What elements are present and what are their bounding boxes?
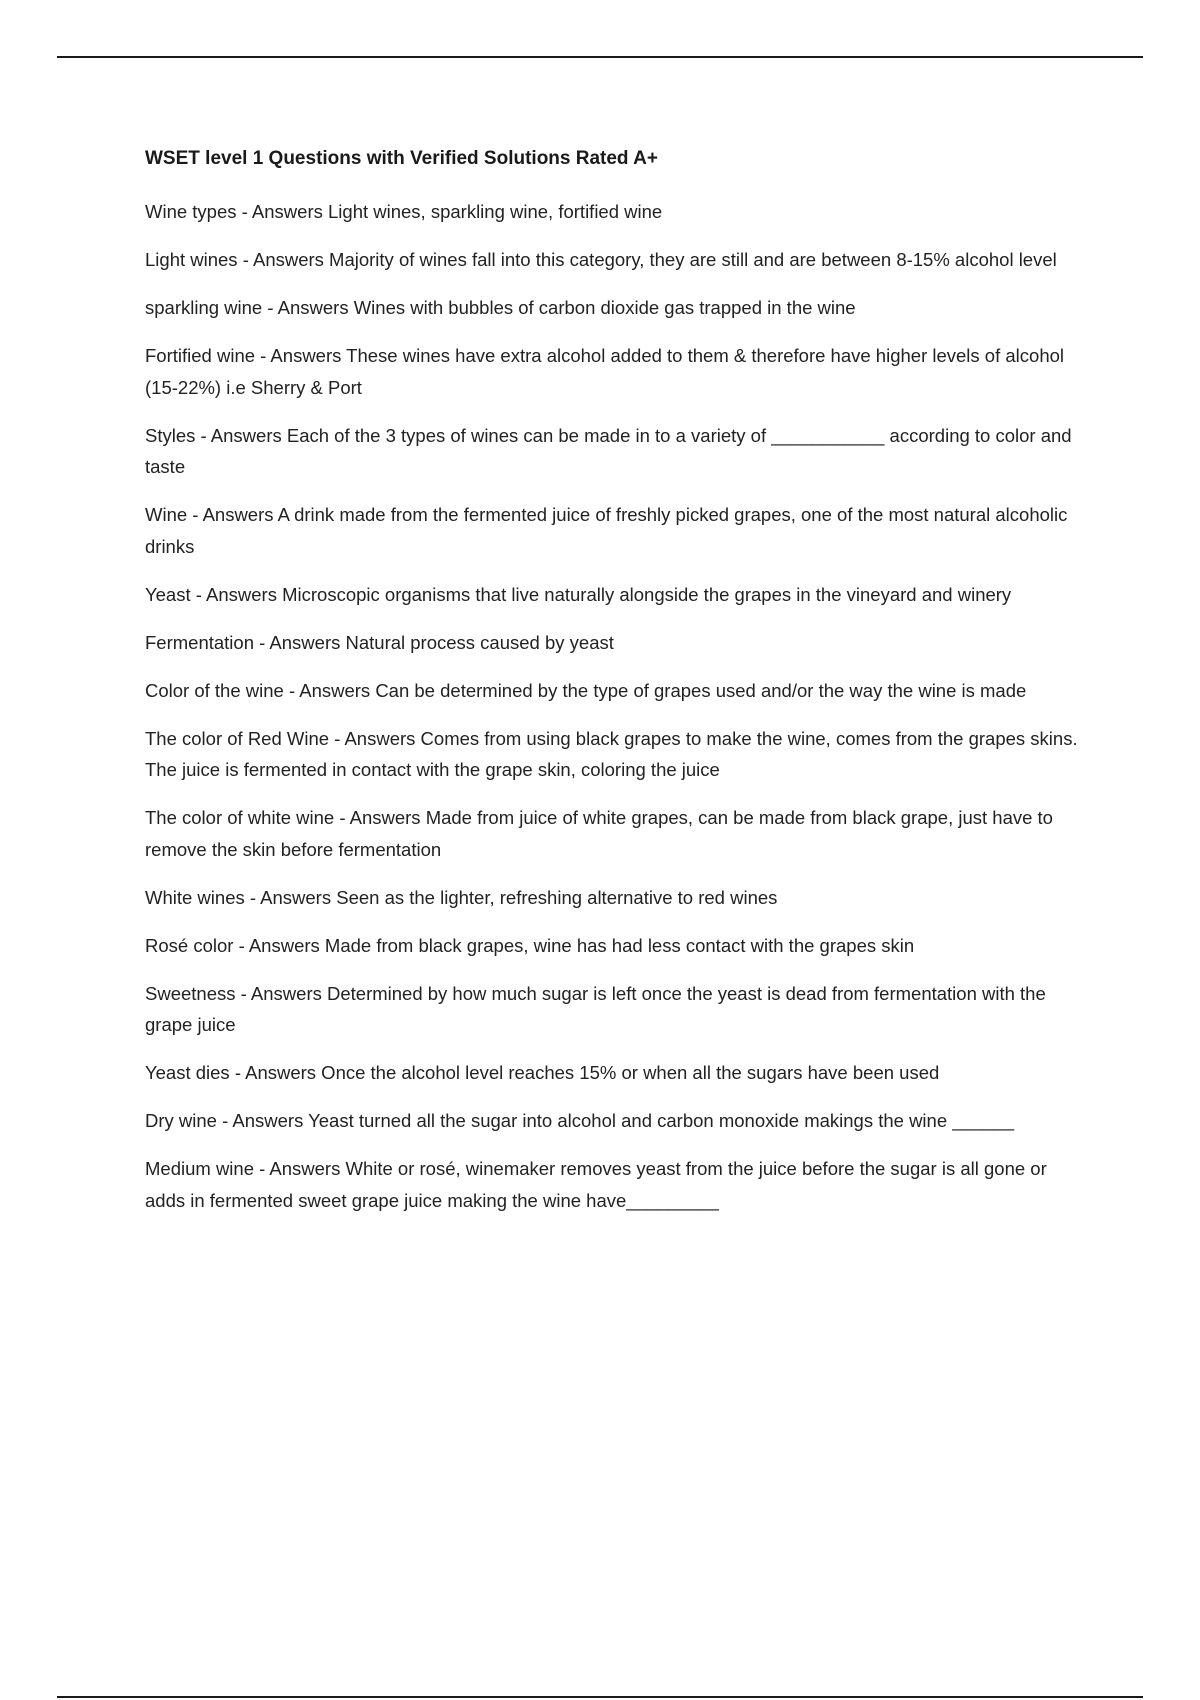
qa-entry-fortified-wine: Fortified wine - Answers These wines have extra alcohol added to them & therefore have higher levels of alcohol (15-22%) i.e Sherry & Port [145,345,1065,398]
qa-entry-wine: Wine - Answers A drink made from the fermented juice of freshly picked grapes, one of the most natural alcoholic drinks [145,504,1068,557]
qa-entry-sparkling-wine: sparkling wine - Answers Wines with bubbles of carbon dioxide gas trapped in the wine [145,297,856,318]
document-title: WSET level 1 Questions with Verified Solutions Rated A+ [145,148,658,169]
qa-entry-color-of-wine: Color of the wine - Answers Can be determined by the type of grapes used and/or the way the wine is made [145,679,1027,701]
qa-entry-white-wines: White wines - Answers Seen as the lighter, refreshing alternative to red wines [145,886,778,908]
qa-entry-sweetness: Sweetness - Answers Determined by how much sugar is left once the yeast is dead from fermentation with the grape juice [145,982,1046,1035]
qa-entry-white-wine-color: The color of white wine - Answers Made from juice of white grapes, can be made from black grape, just have to remove the skin before fermentation [145,807,1053,860]
qa-entry-styles: Styles - Answers Each of the 3 types of wines can be made in to a variety of ___________ according to color and taste [145,424,1072,477]
qa-entry-red-wine-color: The color of Red Wine - Answers Comes from using black grapes to make the wine, comes from the grapes skins. The juice is fermented in contact with the grape skin, coloring the juice [145,727,1078,780]
qa-entry-yeast-dies: Yeast dies - Answers Once the alcohol level reaches 15% or when all the sugars have been used [145,1062,940,1083]
qa-entry-fermentation: Fermentation - Answers Natural process caused by yeast [145,631,614,653]
qa-entry-rose-color: Rosé color - Answers Made from black grapes, wine has had less contact with the grapes skin [145,934,915,956]
qa-entry-medium-wine: Medium wine - Answers White or rosé, winemaker removes yeast from the juice before the sugar is all gone or adds in fermented sweet grape juice making the wine have_________ [145,1158,1047,1211]
qa-entry-dry-wine: Dry wine - Answers Yeast turned all the sugar into alcohol and carbon monoxide makings the wine ______ [145,1110,1014,1131]
document-body [145,146,1085,1233]
qa-entry-yeast: Yeast - Answers Microscopic organisms that live naturally alongside the grapes in the vineyard and winery [145,583,1012,605]
qa-entry-wine-types: Wine types - Answers Light wines, sparkling wine, fortified wine [145,201,663,222]
bottom-rule [57,1696,1143,1698]
qa-entry-light-wines: Light wines - Answers Majority of wines fall into this category, they are still and are between 8-15% alcohol level [145,249,1057,270]
top-rule [57,56,1143,58]
